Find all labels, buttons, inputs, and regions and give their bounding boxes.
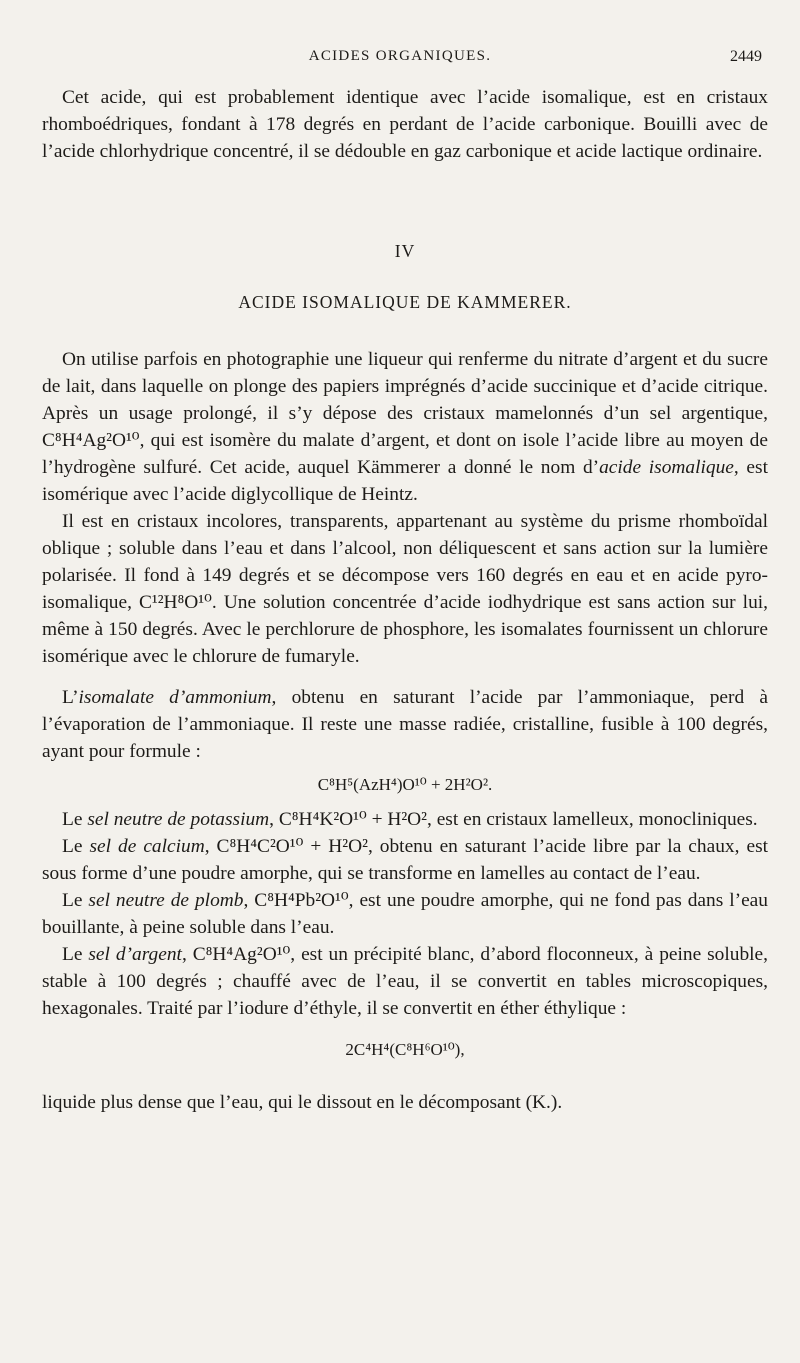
page-number: 2449	[730, 48, 762, 65]
section-number: IV	[394, 241, 416, 261]
text-run: On utilise parfois en photographie une liqueur qui renferme du nitrate d’argent et du sucre de lait, dans laquelle on plonge des papiers imprégnés d’acide succinique et d’acide citrique. Après un usage prolongé, il s’y dépose des cristaux mamelonnés d’un sel argentique,	[42, 349, 768, 424]
text-run: Le	[62, 890, 89, 911]
text-run: Le	[62, 944, 89, 965]
italic-term: acide isomalique	[599, 457, 734, 478]
paragraph-closing: liquide plus dense que l’eau, qui le dissout en le décomposant (K.).	[42, 1092, 563, 1113]
chemical-formula: , C⁸H⁴Ag²O¹⁰	[181, 944, 291, 965]
paragraph-lead	[42, 887, 768, 941]
italic-term: sel neutre de potassium	[87, 809, 270, 830]
text-run: , qui est isomère du malate d’argent, et dont on isole l’acide libre au moyen de l’hydrogène sulfuré. Cet acide, auquel Kämmerer a donné le nom d’	[42, 430, 768, 478]
chemical-formula: C⁸H⁴Ag²O¹⁰	[42, 430, 140, 451]
chemical-formula: , C⁸H⁴K²O¹⁰ + H²O²	[269, 809, 427, 830]
paragraph-origin	[42, 346, 768, 508]
paragraph-properties	[42, 508, 768, 670]
paragraph-calcium	[42, 833, 768, 887]
italic-term: sel d’argent	[88, 944, 182, 965]
paragraph-potassium	[42, 806, 768, 833]
text-run: , est isomérique avec l’acide diglycollique de Heintz.	[42, 457, 768, 505]
chemical-formula: , C⁸H⁴C²O¹⁰ + H²O²	[204, 836, 368, 857]
text-run: , obtenu en saturant l’acide libre par la chaux, est sous forme d’une poudre amorphe, qui se transforme en lamelles au contact de l’eau.	[42, 836, 768, 884]
paragraph-ammonium	[42, 684, 768, 765]
text-run: , est une poudre amorphe, qui ne fond pas dans l’eau bouillante, à peine soluble dans l’eau.	[42, 890, 768, 938]
text-run: . Une solution concentrée d’acide iodhydrique est sans action sur lui, même à 150 degrés. Avec le perchlorure de phosphore, les isomalates fournissent un chlorure isomérique avec le chlorure de fumaryle.	[42, 592, 768, 667]
italic-term: sel de calcium	[89, 836, 205, 857]
section-title: ACIDE ISOMALIQUE DE KAMMERER.	[238, 292, 572, 312]
running-title: ACIDES ORGANIQUES.	[308, 48, 492, 64]
chemical-formula: , C⁸H⁴Pb²O¹⁰	[243, 890, 349, 911]
running-header	[0, 44, 800, 74]
text-run: , obtenu en saturant l’acide par l’ammoniaque, perd à l’évaporation de l’ammoniaque. Il reste une masse radiée, cristalline, fusible à 100 degrés, ayant pour formule :	[42, 687, 768, 762]
formula-ammonium: C⁸H⁵(AzH⁴)O¹⁰ + 2H²O².	[317, 775, 493, 794]
text-run: , est en cristaux lamelleux, monocliniques.	[427, 809, 758, 830]
text-run: Le	[62, 836, 90, 857]
italic-term: sel neutre de plomb	[88, 890, 244, 911]
text-run: , est un précipité blanc, d’abord floconneux, à peine soluble, stable à 100 degrés ; chauffé avec de l’eau, il se convertit en tables microscopiques, hexagonales. Traité par l’iodure d’éthyle, il se convertit en éther éthylique :	[42, 944, 768, 1019]
text-run: Le	[62, 809, 88, 830]
text-run: Il est en cristaux incolores, transparents, appartenant au système du prisme rhomboïdal oblique ; soluble dans l’eau et dans l’alcool, non déliquescent et sans action sur la lumière polarisée. Il fond à 149 degrés et se décompose vers 160 degrés en eau et en acide pyro-isomalique,	[42, 511, 768, 613]
paragraph-silver	[42, 941, 768, 1022]
formula-ether: 2C⁴H⁴(C⁸H⁶O¹⁰),	[345, 1040, 465, 1059]
paragraph-intro: Cet acide, qui est probablement identique avec l’acide isomalique, est en cristaux rhomboédriques, fondant à 178 degrés en perdant de l’acide carbonique. Bouilli avec de l’acide chlorhydrique concentré, il se dédouble en gaz carbonique et acide lactique ordinaire.	[42, 87, 768, 162]
chemical-formula: C¹²H⁸O¹⁰	[138, 592, 212, 613]
page-body	[42, 84, 768, 1116]
text-run: L’	[62, 687, 79, 708]
italic-term: isomalate d’ammonium	[78, 687, 272, 708]
